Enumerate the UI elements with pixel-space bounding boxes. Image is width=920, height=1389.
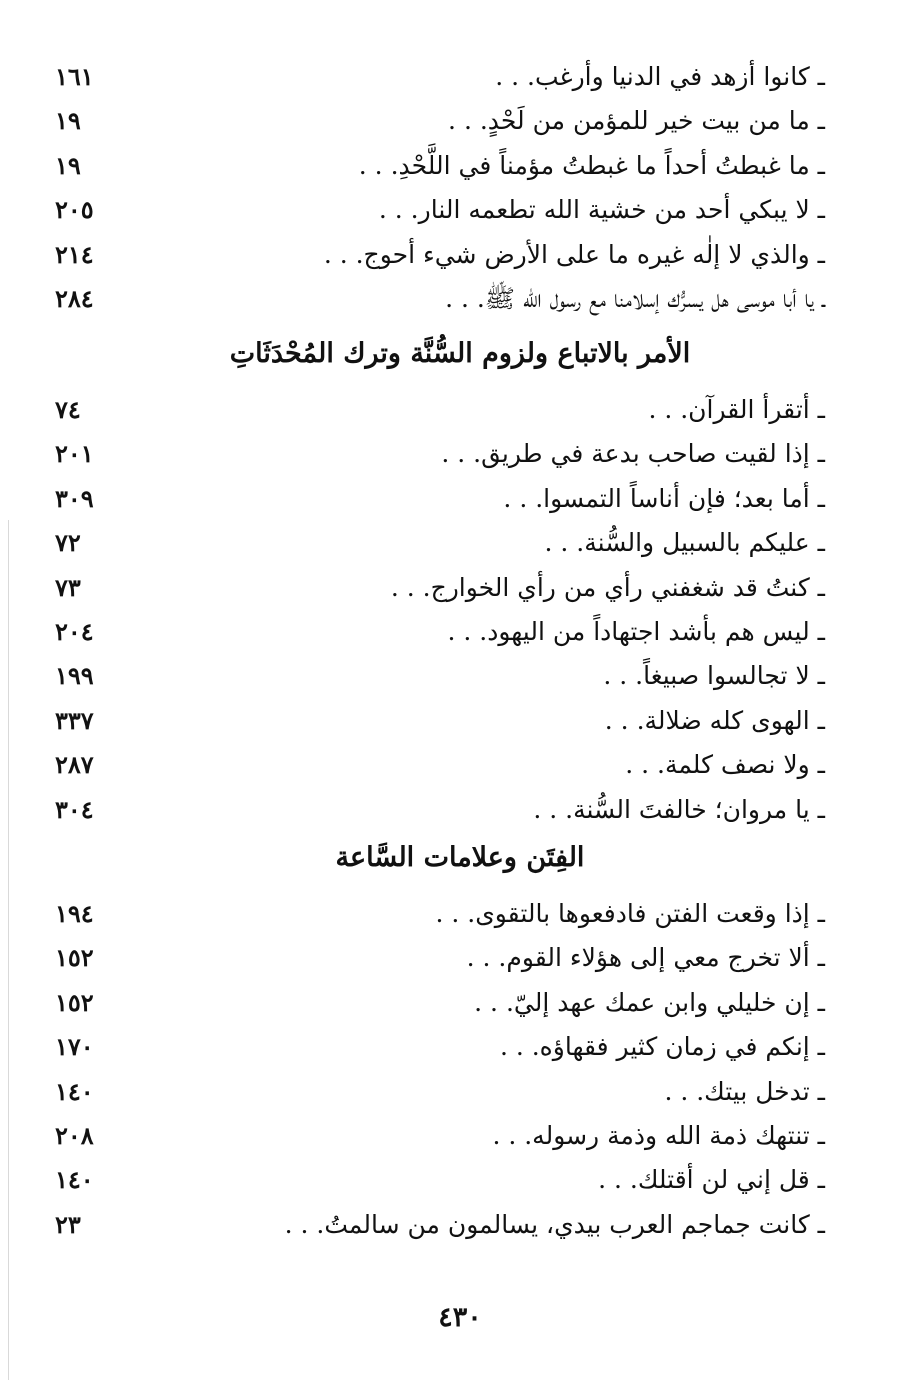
entry-page-number: ١٩ [55, 150, 81, 180]
index-entry [55, 388, 825, 432]
entry-page-number: ١٥٢ [55, 987, 94, 1017]
entry-page-number: ١٥٢ [55, 943, 94, 973]
page-number: ٤٣٠ [438, 1302, 482, 1333]
entry-text: ـ إذا وقعت الفتن فادفعوها بالتقوى. . . [435, 899, 825, 928]
index-entry [55, 892, 825, 936]
entry-text: ـ تنتهك ذمة الله وذمة رسوله. . . [492, 1120, 825, 1150]
index-entry [55, 936, 825, 980]
index-entry [55, 521, 825, 565]
entry-text: ـ تدخل بيتك. . . [664, 1076, 825, 1106]
index-entry [55, 432, 825, 476]
entry-text: ـ كانوا أزهد في الدنيا وأرغب. . . [495, 62, 825, 91]
index-entry [55, 277, 825, 321]
index-entry [55, 566, 825, 610]
index-entry [55, 233, 825, 277]
index-entry [55, 144, 825, 188]
entry-text: ـ يا مروان؛ خالفتَ السُّنة. . . [533, 794, 825, 824]
entry-text: ـ لا تجالسوا صبيغاً. . . [603, 661, 825, 691]
entry-text: ـ كانت جماجم العرب بيدي، يسالمون من سالمتُ. . . [284, 1209, 825, 1239]
entry-text: ـ قل إني لن أقتلك. . . [598, 1165, 825, 1195]
index-entry [55, 743, 825, 787]
index-entry [55, 1070, 825, 1114]
entry-list-section-1 [55, 55, 825, 321]
entry-text: ـ ما من بيت خير للمؤمن من لَحْدٍ. . . [448, 106, 825, 136]
index-entry [55, 654, 825, 698]
entry-page-number: ٧٢ [55, 528, 81, 558]
section-heading: الفِتَن وعلامات السَّاعة [335, 842, 585, 873]
entry-text: ـ ليس هم بأشد اجتهاداً من اليهود. . . [447, 616, 825, 646]
entry-page-number: ٣٠٤ [55, 794, 94, 824]
entry-text: ـ والذي لا إلٰه غيره ما على الأرض شيء أحوج. . . [323, 239, 825, 269]
entry-page-number: ١٤٠ [55, 1076, 94, 1106]
section-heading: الأمر بالاتباع ولزوم السُّنَّة وترك المُحْدَثَاتِ [229, 338, 691, 369]
index-entry [55, 788, 825, 832]
entry-text: ـ إذا لقيت صاحب بدعة في طريق. . . [441, 439, 825, 469]
entry-page-number: ١٩٤ [55, 899, 94, 928]
entry-page-number: ٢١٤ [55, 239, 94, 269]
entry-page-number: ٢٠٥ [55, 195, 94, 225]
index-entry [55, 1158, 825, 1202]
index-entry [55, 99, 825, 143]
entry-page-number: ٢٣ [55, 1209, 81, 1239]
entry-page-number: ١٤٠ [55, 1165, 94, 1195]
index-entry [55, 1114, 825, 1158]
entry-text: ـ ما غبطتُ أحداً ما غبطتُ مؤمناً في اللَّحْدِ. . . [358, 150, 825, 180]
margin-rule [8, 520, 9, 1380]
index-entry [55, 699, 825, 743]
entry-page-number: ١٦١ [55, 62, 94, 91]
entry-text: ـ ألا تخرج معي إلى هؤلاء القوم. . . [466, 943, 825, 973]
entry-text: ـ لا يبكي أحد من خشية الله تطعمه النار. . . [378, 195, 825, 225]
entry-text: ـ عليكم بالسبيل والسُّنة. . . [544, 528, 825, 558]
entry-page-number: ٣٠٩ [55, 483, 94, 513]
entry-page-number: ١٧٠ [55, 1032, 94, 1062]
entry-page-number: ٢٠٤ [55, 616, 94, 646]
entry-text: ـ إن خليلي وابن عمك عهد إليّ. . . [474, 987, 825, 1017]
index-entry [55, 1025, 825, 1069]
index-entry [55, 188, 825, 232]
entry-page-number: ١٩ [55, 106, 81, 136]
entry-text: ـ ولا نصف كلمة. . . [625, 750, 825, 780]
entry-list-section-2 [55, 388, 825, 832]
entry-page-number: ٧٤ [55, 395, 81, 424]
entry-list-section-3 [55, 892, 825, 1247]
entry-page-number: ٢٠١ [55, 439, 94, 469]
entry-page-number: ٣٣٧ [55, 705, 94, 735]
index-entry [55, 610, 825, 654]
index-entry [55, 1203, 825, 1247]
entry-text: ـ الهوى كله ضلالة. . . [604, 705, 825, 735]
entry-page-number: ٢٠٨ [55, 1120, 94, 1150]
index-entry [55, 55, 825, 99]
entry-page-number: ٢٨٧ [55, 750, 94, 780]
entry-page-number: ١٩٩ [55, 661, 94, 691]
entry-page-number: ٧٣ [55, 572, 81, 602]
entry-text: ـ كنتُ قد شغفني رأي من رأي الخوارج. . . [390, 572, 825, 602]
entry-page-number: ٢٨٤ [55, 283, 94, 313]
entry-text: ـ إنكم في زمان كثير فقهاؤه. . . [499, 1032, 825, 1062]
index-entry [55, 477, 825, 521]
entry-text: ـ أما بعد؛ فإن أناساً التمسوا. . . [503, 483, 825, 513]
index-entry [55, 981, 825, 1025]
entry-text: ـ أتقرأ القرآن. . . [648, 395, 825, 424]
entry-text: ـ يا أبا موسى هل يسرُّك إسلامنا مع رسول الله ﷺ. . . [445, 283, 825, 313]
